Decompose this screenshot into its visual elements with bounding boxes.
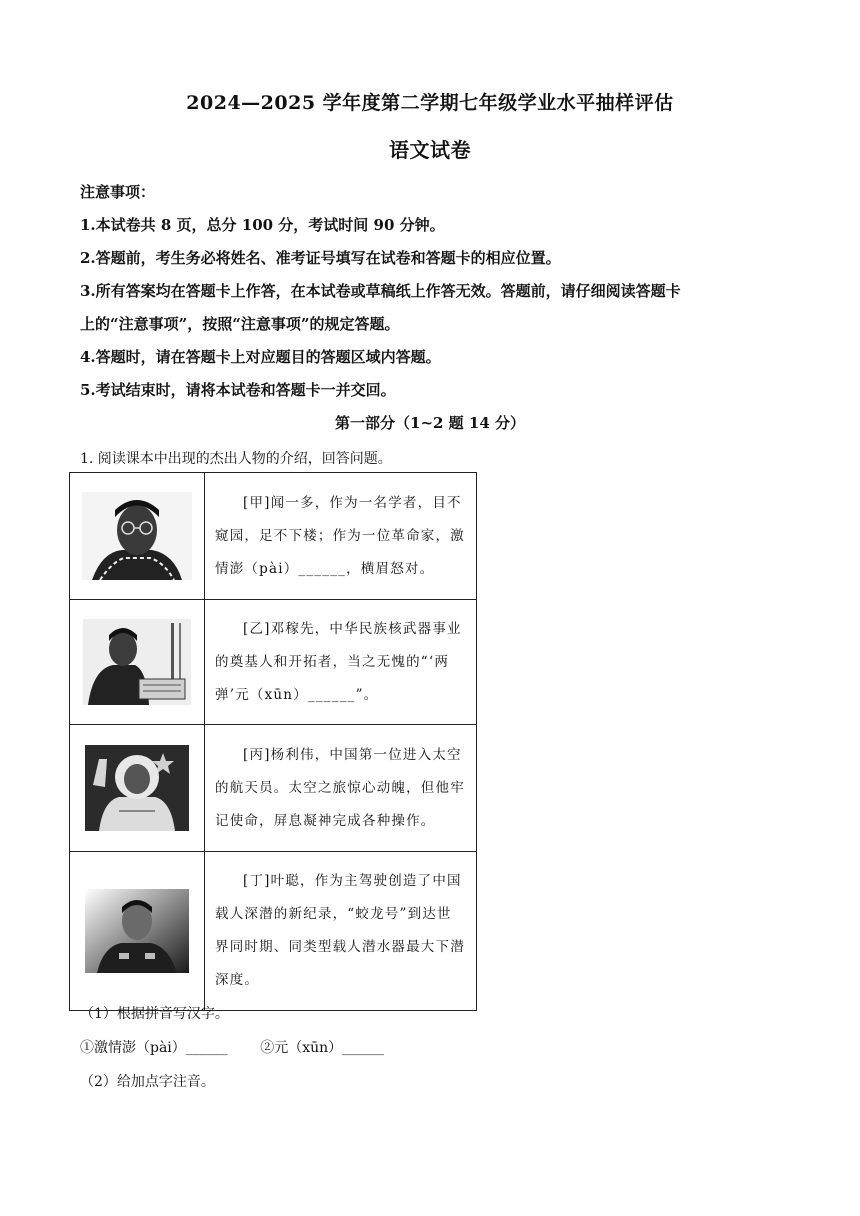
text-line: [乙]邓稼先，中华民族核武器事业 [243, 620, 462, 637]
portrait-wen-yiduo-image [82, 492, 192, 580]
notes-section [80, 176, 780, 407]
sub-question-1-items [80, 1037, 412, 1057]
portrait-ye-cong-image [85, 889, 189, 973]
portrait-cell [70, 852, 205, 1011]
pinyin-item-2: ②元（xūn）______ [260, 1040, 385, 1056]
person-text-ding [205, 852, 477, 1011]
portrait-deng-jiaxian-image [83, 619, 191, 705]
text-line: 情澎（pài）______，横眉怒对。 [215, 560, 435, 577]
note-item: 4.答题时，请在答题卡上对应题目的答题区域内答题。 [80, 348, 441, 366]
note-item: 1.本试卷共 8 页，总分 100 分，考试时间 90 分钟。 [80, 216, 445, 234]
text-line: [丙]杨利伟，中国第一位进入太空 [243, 746, 462, 763]
portrait-cell [70, 473, 205, 600]
portrait-yang-liwei-image [85, 745, 189, 831]
table-row [70, 852, 477, 1011]
table-row [70, 725, 477, 852]
text-line: 窥园，足不下楼；作为一位革命家，激 [215, 527, 465, 544]
people-table [69, 472, 477, 1011]
question-1: 1. 阅读课本中出现的杰出人物的介绍，回答问题。 [80, 451, 392, 467]
text-line: 弹’元（xūn）______”。 [215, 686, 379, 703]
person-text-yi [205, 600, 477, 725]
table-row [70, 473, 477, 600]
person-text-bing [205, 725, 477, 852]
text-line: [甲]闻一多，作为一名学者，目不 [243, 494, 462, 511]
text-line: 深度。 [215, 972, 260, 988]
pinyin-item-1: ①激情澎（pài）______ [80, 1040, 228, 1056]
exam-subtitle: 语文试卷 [389, 138, 471, 162]
note-item: 2.答题前，考生务必将姓名、准考证号填写在试卷和答题卡的相应位置。 [80, 249, 561, 267]
text-line: 的航天员。太空之旅惊心动魄，但他牢 [215, 779, 465, 796]
text-line: 载人深潜的新纪录，“蛟龙号”到达世 [215, 906, 452, 922]
sub-question-1: （1）根据拼音写汉字。 [80, 1006, 229, 1022]
exam-title: 2024—2025 学年度第二学期七年级学业水平抽样评估 [186, 92, 674, 114]
note-item: 5.考试结束时，请将本试卷和答题卡一并交回。 [80, 381, 396, 399]
portrait-cell [70, 725, 205, 852]
note-item: 3.所有答案均在答题卡上作答，在本试卷或草稿纸上作答无效。答题前，请仔细阅读答题卡 [80, 282, 681, 300]
note-item: 上的“注意事项”，按照“注意事项”的规定答题。 [80, 315, 400, 333]
text-line: 的奠基人和开拓者，当之无愧的“‘两 [215, 653, 450, 670]
notes-heading: 注意事项： [80, 183, 156, 201]
person-text-jia [205, 473, 477, 600]
text-line: 界同时期、同类型载人潜水器最大下潜 [215, 939, 465, 955]
portrait-cell [70, 600, 205, 725]
part-heading: 第一部分（1~2 题 14 分） [335, 414, 525, 432]
sub-question-2: （2）给加点字注音。 [80, 1074, 215, 1090]
text-line: 记使命，屏息凝神完成各种操作。 [215, 812, 436, 829]
text-line: [丁]叶聪，作为主驾驶创造了中国 [243, 873, 462, 889]
table-row [70, 600, 477, 725]
